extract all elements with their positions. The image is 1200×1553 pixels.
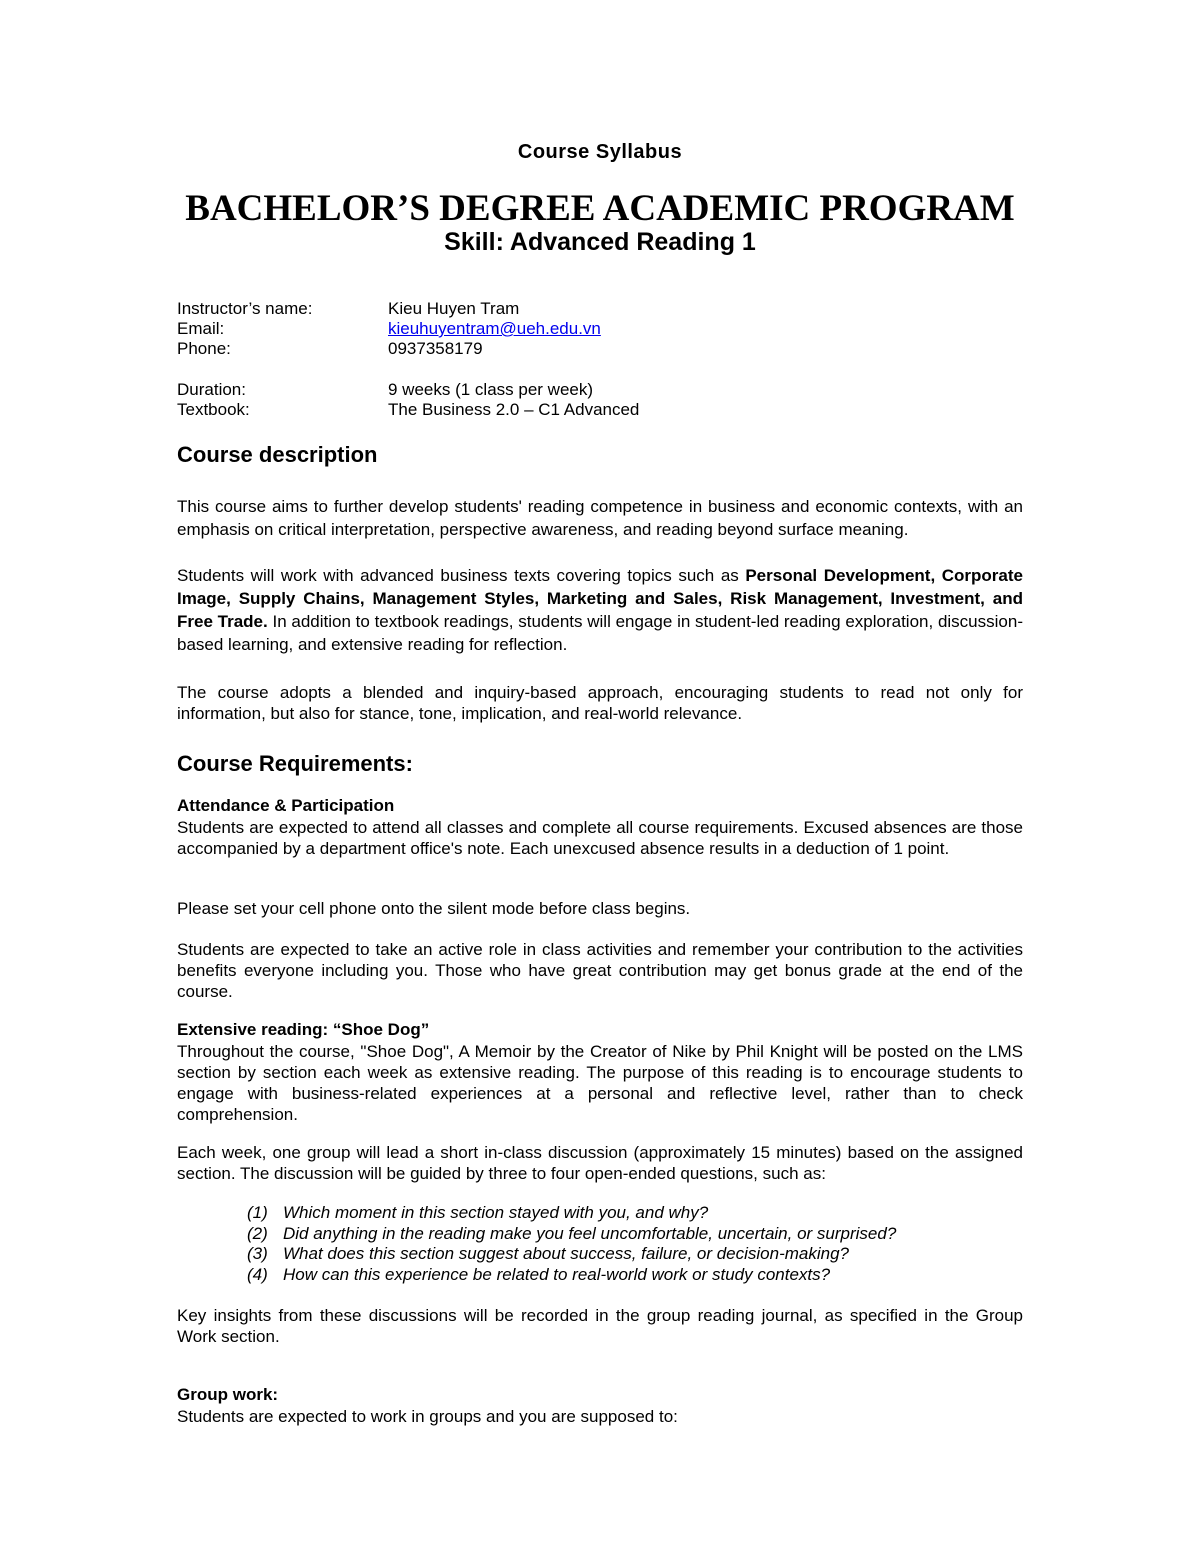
question-number: (1) bbox=[247, 1203, 268, 1222]
extensive-paragraph-3: Key insights from these discussions will be recorded in the group reading journal, as specified in the Group Work section. bbox=[177, 1306, 1023, 1346]
attendance-heading: Attendance & Participation bbox=[177, 796, 395, 815]
question-text: Which moment in this section stayed with you, and why? bbox=[283, 1203, 709, 1222]
discussion-questions-list bbox=[247, 1203, 896, 1285]
email-label: Email: bbox=[177, 319, 225, 338]
description-p2-start: Students will work with advanced business texts covering topics such as bbox=[177, 566, 746, 585]
question-number: (2) bbox=[247, 1223, 268, 1243]
question-number: (3) bbox=[247, 1244, 268, 1263]
list-item bbox=[247, 1224, 896, 1245]
textbook-row bbox=[177, 400, 639, 420]
description-p2-topics: Personal Development, Corporate Image, Supply Chains, Management Styles, Marketing and Sales, Risk Management, Investment, and Free Trade. bbox=[177, 566, 1023, 631]
course-info bbox=[177, 380, 639, 420]
question-number: (4) bbox=[247, 1264, 268, 1284]
extensive-paragraph-2: Each week, one group will lead a short in-class discussion (approximately 15 minutes) based on the assigned section. The discussion will be guided by three to four open-ended questions, such as: bbox=[177, 1143, 1023, 1183]
course-requirements-heading: Course Requirements: bbox=[177, 751, 413, 776]
instructor-value: Kieu Huyen Tram bbox=[388, 299, 520, 318]
attendance-paragraph-1: Students are expected to attend all classes and complete all course requirements. Excused absences are those accompanied by a department office's note. Each unexcused absence results in a deduction of 1 point. bbox=[177, 818, 1023, 858]
instructor-label: Instructor’s name: bbox=[177, 299, 313, 318]
list-item bbox=[247, 1265, 896, 1286]
description-p2-end: In addition to textbook readings, students will engage in student-led reading exploration, discussion-based learning, and extensive reading for reflection. bbox=[177, 612, 1023, 654]
course-description-heading: Course description bbox=[177, 442, 378, 467]
question-text: Did anything in the reading make you feel uncomfortable, uncertain, or surprised? bbox=[283, 1223, 897, 1243]
duration-label: Duration: bbox=[177, 380, 246, 399]
group-work-paragraph-1: Students are expected to work in groups and you are supposed to: bbox=[177, 1407, 678, 1426]
phone-value: 0937358179 bbox=[388, 339, 483, 358]
textbook-label: Textbook: bbox=[177, 400, 250, 419]
phone-label: Phone: bbox=[177, 339, 231, 358]
group-work-heading: Group work: bbox=[177, 1385, 279, 1404]
description-paragraph-2 bbox=[177, 564, 1023, 656]
skill-title: Skill: Advanced Reading 1 bbox=[444, 228, 756, 256]
phone-row bbox=[177, 339, 601, 359]
document-label: Course Syllabus bbox=[517, 141, 683, 163]
question-text: What does this section suggest about success, failure, or decision-making? bbox=[283, 1244, 850, 1263]
extensive-reading-heading: Extensive reading: “Shoe Dog” bbox=[177, 1020, 430, 1039]
extensive-paragraph-1: Throughout the course, "Shoe Dog", A Memoir by the Creator of Nike by Phil Knight will be posted on the LMS section by section each week as extensive reading. The purpose of this reading is to encourage students to engage with business-related experiences at a personal and reflective level, rather than to check comprehension. bbox=[177, 1042, 1023, 1124]
program-title: BACHELOR’S DEGREE ACADEMIC PROGRAM bbox=[185, 188, 1015, 229]
attendance-paragraph-3: Students are expected to take an active role in class activities and remember your contribution to the activities benefits everyone including you. Those who have great contribution may get bonus grade at the end of the course. bbox=[177, 940, 1023, 1001]
email-row bbox=[177, 319, 601, 339]
email-link[interactable]: kieuhuyentram@ueh.edu.vn bbox=[388, 319, 601, 338]
list-item bbox=[247, 1244, 896, 1265]
question-text: How can this experience be related to real-world work or study contexts? bbox=[283, 1264, 831, 1284]
instructor-row bbox=[177, 299, 601, 319]
textbook-value: The Business 2.0 – C1 Advanced bbox=[388, 400, 640, 419]
attendance-paragraph-2: Please set your cell phone onto the silent mode before class begins. bbox=[177, 899, 691, 918]
list-item bbox=[247, 1203, 896, 1224]
duration-row bbox=[177, 380, 639, 400]
description-paragraph-3: The course adopts a blended and inquiry-based approach, encouraging students to read not only for information, but also for stance, tone, implication, and real-world relevance. bbox=[177, 683, 1023, 723]
instructor-info bbox=[177, 299, 601, 359]
duration-value: 9 weeks (1 class per week) bbox=[388, 380, 594, 399]
description-paragraph-1: This course aims to further develop students' reading competence in business and economic contexts, with an emphasis on critical interpretation, perspective awareness, and reading beyond surface meaning. bbox=[177, 497, 1023, 539]
